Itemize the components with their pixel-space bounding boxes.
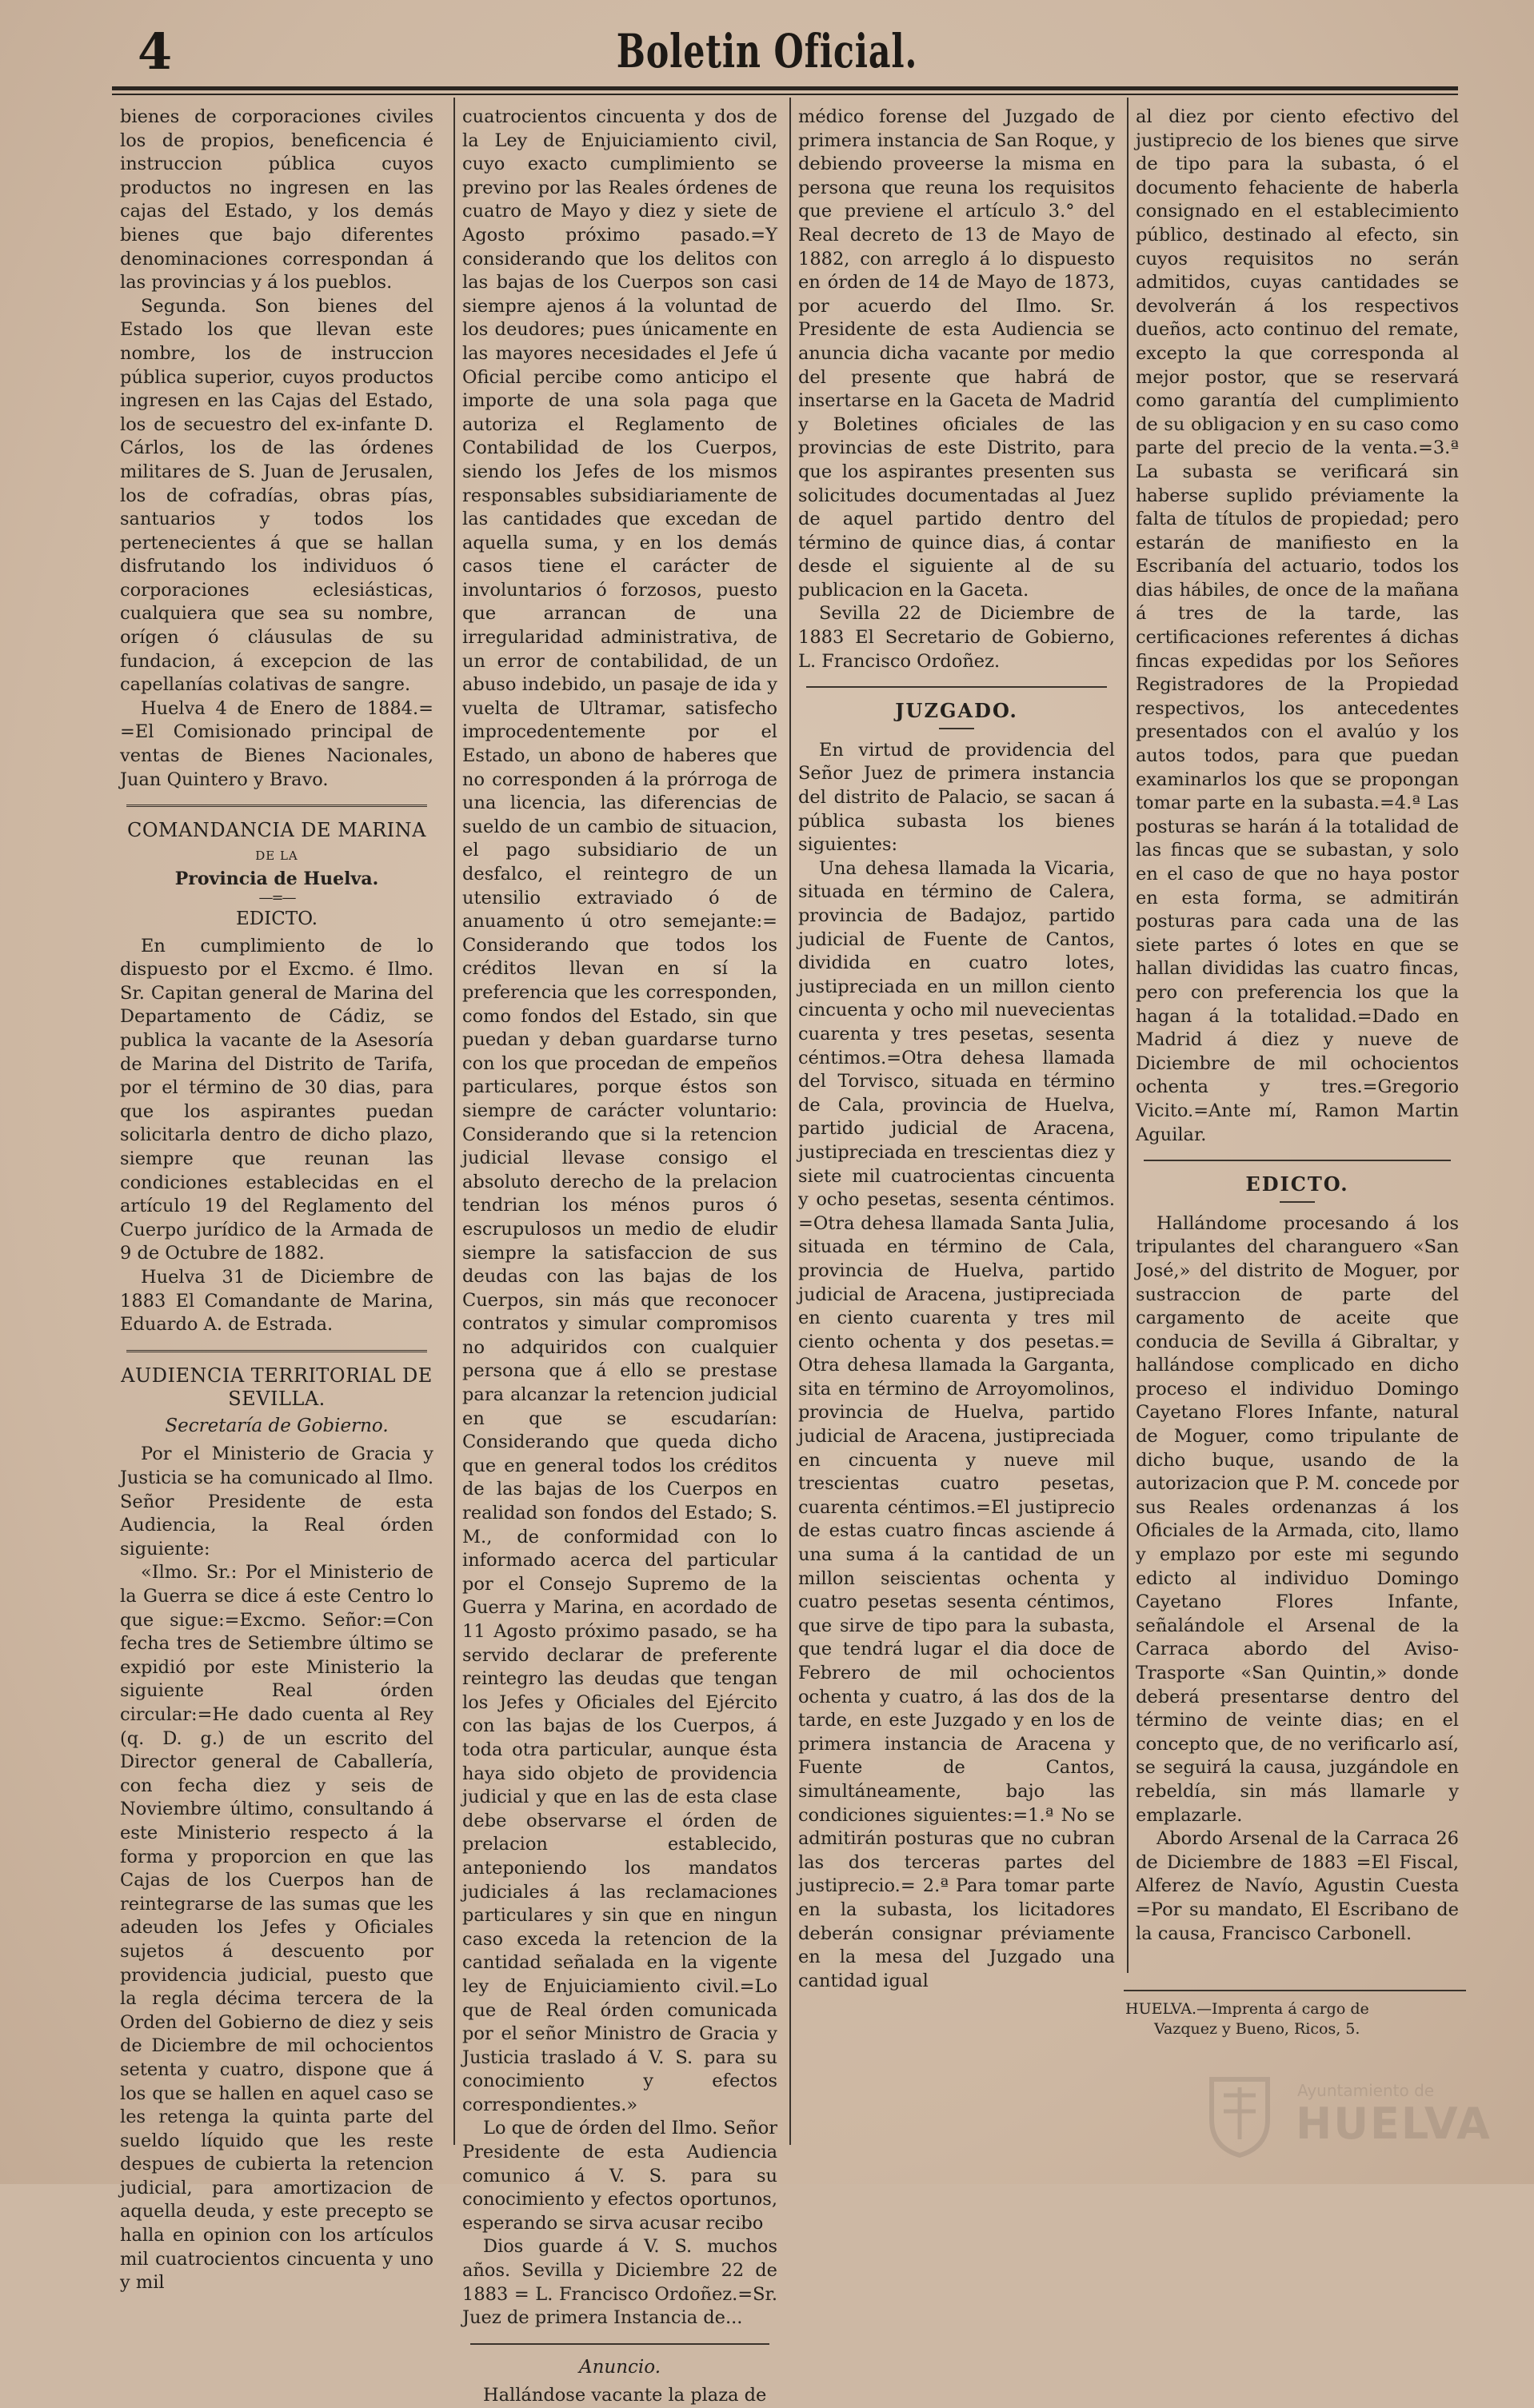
bienes-continuation: bienes de corporaciones civiles los de propios, beneficencia é instruccion pública cuyos productos no ingresen en las cajas del Estado, y los demás bienes que bajo diferentes denominaciones correspondan á las provincias y á los pueblos. (120, 106, 433, 294)
column-3 (798, 106, 1115, 2153)
anuncio-body: Hallándose vacante la plaza de (483, 2385, 767, 2406)
marina-title: COMANDANCIA DE MARINA (126, 819, 426, 842)
section-divider (1144, 1160, 1451, 1161)
section-divider (806, 686, 1107, 688)
marina-edict-signature: Huelva 31 de Diciembre de 1883 El Comandante de Marina, Eduardo A. de Estrada. (120, 1266, 433, 1336)
section-divider (126, 805, 427, 808)
ornament-rule (1280, 1201, 1315, 1203)
audiencia-closing: Lo que de órden del Ilmo. Señor Presidente de esta Audiencia comunico á V. S. para su conocimiento y efectos oportunos, esperando se sirva acusar recibo (462, 2118, 777, 2234)
anuncio-signature: Sevilla 22 de Diciembre de 1883 El Secretario de Gobierno, L. Francisco Ordoñez. (798, 603, 1115, 672)
marina-subtitle: DE LA (255, 848, 298, 863)
watermark-label: Ayuntamiento de (1297, 2081, 1435, 2100)
header-rule (112, 86, 1458, 90)
imprenta-colophon (1125, 1999, 1465, 2039)
audiencia-intro: Por el Ministerio de Gracia y Justicia se ha comunicado al Ilmo. Señor Presidente de esta Audiencia, la Real órden siguiente: (120, 1444, 433, 1559)
column-4 (1136, 106, 1459, 1993)
coat-of-arms-icon (1200, 2063, 1280, 2159)
ornament-dash: —=— (258, 889, 295, 906)
watermark-name: HUELVA (1296, 2099, 1492, 2149)
imprenta-line-1: HUELVA.—Imprenta á cargo de (1125, 2000, 1369, 2018)
real-orden-text: «Ilmo. Sr.: Por el Ministerio de la Guerra se dice á este Centro lo que sigue:=Excmo. Señor:=Con fecha tres de Setiembre último se expidió por este Ministerio la siguiente Real órden circular:=He dado cuenta al Rey (q. D. g.) de un escrito del Director general de Caballería, con fecha diez y seis de Noviembre último, consultando á este Ministerio respecto á la forma y proporcion en que las Cajas de los Cuerpos han de reintegrarse de las sumas que les adeuden los Jefes y Oficiales sujetos á descuento por providencia judicial, puesto que la regla décima tercera de la Orden del Gobierno de diez y seis de Diciembre de mil ochocientos setenta y cuatro, dispone que á los que se hallen en aquel caso se les retenga la quinta parte del sueldo líquido que les reste despues de cubierta la retencion judicial, para amortizacion de aquella deuda, y este precepto se halla en opinion con los artículos mil cuatrocientos cincuenta y uno y mil (120, 1562, 433, 2294)
edicto-label: EDICTO. (235, 908, 318, 929)
page-number: 4 (138, 22, 173, 81)
bienes-signature: Huelva 4 de Enero de 1884.= =El Comisionado principal de ventas de Bienes Nacionales, Juan Quintero y Bravo. (120, 697, 433, 790)
juzgado-title: JUZGADO. (895, 699, 1018, 723)
anuncio-label: Anuncio. (578, 2356, 661, 2378)
section-divider (470, 2343, 769, 2345)
column-divider (789, 98, 791, 2145)
header-rule-thin (112, 94, 1458, 95)
column-2 (462, 106, 777, 2406)
audiencia-signature: Dios guarde á V. S. muchos años. Sevilla y Diciembre 22 de 1883 = L. Francisco Ordoñez.=Sr. Juez de primera Instancia de... (462, 2236, 777, 2329)
column-1 (120, 106, 433, 2294)
subasta-bienes: Una dehesa llamada la Vicaria, situada en término de Calera, provincia de Badajoz, partido judicial de Fuente de Cantos, dividida en cuatro lotes, justipreciada en un millon ciento cincuenta y ocho mil nuevecientas cuarenta y tres pesetas, sesenta céntimos.=Otra dehesa llamada del Torvisco, situada en término de Cala, provincia de Huelva, partido judicial de Aracena, justipreciada en trescientas diez y siete mil cuatrocientas cincuenta y ocho pesetas, sesenta céntimos. =Otra dehesa llamada Santa Julia, situada en término de Cala, provincia de Huelva, partido judicial de Aracena, justipreciada en ciento cuarenta y tres mil ciento ochenta y dos pesetas.= Otra dehesa llamada la Garganta, sita en término de Arroyomolinos, provincia de Huelva, partido judicial de Aracena, justipreciada en cincuenta y nueve mil trescientas cuatro pesetas, cuarenta céntimos.=El justiprecio de estas cuatro fincas asciende á una suma á la cantidad de un millon seiscientas ochenta y cuatro pesetas sesenta céntimos, que sirve de tipo para la subasta, que tendrá lugar el dia doce de Febrero de mil ochocientos ochenta y cuatro, á las dos de la tarde, en este Juzgado y en los de primera instancia de Aracena y Fuente de Cantos, simultáneamente, bajo las condiciones siguientes:=1.ª No se admitirán posturas que no cubran las dos terceras partes del justiprecio.= 2.ª Para tomar parte en la subasta, los licitadores deberán consignar préviamente en la mesa del Juzgado una cantidad igual (798, 857, 1115, 1991)
marina-edict-body: En cumplimiento de lo dispuesto por el Excmo. é Ilmo. Sr. Capitan general de Marina del Departamento de Cádiz, se publica la vacante de la Asesoría de Marina del Distrito de Tarifa, por el término de 30 dias, para que los aspirantes puedan solicitarla dentro de dicho plazo, siempre que reunan las condiciones establecidas en el artículo 19 del Reglamento del Cuerpo jurídico de la Armada de 9 de Octubre de 1882. (120, 935, 433, 1264)
masthead-title: Boletin Oficial. (616, 24, 918, 78)
bienes-segunda: Segunda. Son bienes del Estado los que llevan este nombre, los de instruccion pública superior, cuyos productos ingresen en las Cajas del Estado, los de secuestro del ex-infante D. Cárlos, los de las órdenes militares de S. Juan de Jerusalen, los de cofradías, obras pías, santuarios y todos los pertenecientes á que se hallan disfrutando los individuos ó corporaciones eclesiásticas, cualquiera que sea su nombre, orígen ó cláusulas de su fundacion, á excepcion de las capellanías colativas de sangre. (120, 295, 433, 696)
ayuntamiento-watermark (1200, 2063, 1504, 2159)
edicto-signature: Abordo Arsenal de la Carraca 26 de Diciembre de 1883 =El Fiscal, Alferez de Navío, Agustin Cuesta =Por su mandato, El Escribano de la causa, Francisco Carbonell. (1136, 1828, 1459, 1944)
footer-rule (1124, 1990, 1466, 1991)
marina-province: Provincia de Huelva. (174, 869, 379, 890)
section-divider (126, 1350, 427, 1353)
edicto-body: Hallándome procesando á los tripulantes del charanguero «San José,» del distrito de Moguer, por sustraccion de parte del cargamento de aceite que conducia de Sevilla á Gibraltar, y hallándose complicado en dicho proceso el individuo Domingo Cayetano Flores Infante, natural de Moguer, como tripulante de dicho buque, usando de la autorizacion que P. M. concede por sus Reales ordenanzas á los Oficiales de la Armada, cito, llamo y emplazo por este mi segundo edicto al individuo Domingo Cayetano Flores Infante, señalándole el Arsenal de la Carraca abordo del Aviso-Trasporte «San Quintin,» donde deberá presentarse dentro del término de veinte dias; en el concepto que, de no verificarlo así, se seguirá la causa, juzgándole en rebeldía, sin más llamarle y emplazarle. (1136, 1212, 1459, 1826)
audiencia-title: AUDIENCIA TERRITORIAL DE SEVILLA. (121, 1364, 433, 1411)
edicto-title: EDICTO. (1245, 1172, 1349, 1196)
secretaria-subtitle: Secretaría de Gobierno. (165, 1415, 389, 1436)
ornament-rule (939, 728, 974, 729)
column-divider (1127, 98, 1129, 1973)
column-divider (453, 98, 455, 2145)
subasta-continuation: al diez por ciento efectivo del justiprecio de los bienes que sirve de tipo para la subasta, ó el documento fehaciente de haberla consignado en el establecimiento público, destinado al efecto, sin cuyos requisitos no serán admitidos, cuyas cantidades se devolverán á los respectivos dueños, acto continuo del remate, excepto la que corresponda al mejor postor, que se reservará como garantía del cumplimiento de su obligacion y en su caso como parte del precio de la venta.=3.ª La subasta se verificará sin haberse suplido préviamente la falta de títulos de propiedad; pero estarán de manifiesto en la Escribanía del actuario, todos los dias hábiles, de once de la mañana á tres de la tarde, las certificaciones referentes á dichas fincas expedidas por los Señores Registradores de la Propiedad respectivos, los antecedentes presentados con el avalúo y los autos todos, para que puedan examinarlos los que se propongan tomar parte en la subasta.=4.ª Las posturas se harán á la totalidad de las fincas que se subastan, y solo en el caso de que no haya postor en esta forma, se admitirán posturas para cada una de las siete partes ó lotes en que se hallan divididas las cuatro fincas, pero con preferencia los que la hagan á la totalidad.=Dado en Madrid á diez y nueve de Diciembre de mil ochocientos ochenta y tres.=Gregorio Vicito.=Ante mí, Ramon Martin Aguilar. (1136, 106, 1459, 1145)
juzgado-intro: En virtud de providencia del Señor Juez de primera instancia del distrito de Palacio, se sacan á pública subasta los bienes siguientes: (798, 739, 1115, 856)
anuncio-continuation: médico forense del Juzgado de primera instancia de San Roque, y debiendo proveerse la misma en persona que reuna los requisitos que previene el artículo 3.° del Real decreto de 13 de Mayo de 1882, con arreglo á lo dispuesto en órden de 14 de Mayo de 1873, por acuerdo del Ilmo. Sr. Presidente de esta Audiencia se anuncia dicha vacante por medio del presente que habrá de insertarse en la Gaceta de Madrid y Boletines oficiales de las provincias de este Distrito, para que los aspirantes presenten sus solicitudes documentadas al Juez de aquel partido dentro del término de quince dias, á contar desde el siguiente al de su publicacion en la Gaceta. (798, 106, 1115, 601)
real-orden-continuation: cuatrocientos cincuenta y dos de la Ley de Enjuiciamiento civil, cuyo exacto cumplimiento se previno por las Reales órdenes de cuatro de Mayo y diez y siete de Agosto próximo pasado.=Y considerando que los delitos con las bajas de los Cuerpos son casi siempre ajenos á la voluntad de los deudores; pues únicamente en las mayores necesidades el Jefe ú Oficial percibe como anticipo el importe de una sola paga que autoriza el Reglamento de Contabilidad de los Cuerpos, siendo los Jefes de los mismos responsables subsidiariamente de las cantidades que excedan de aquella suma, y en los demás casos tiene el carácter de involuntarios ó forzosos, puesto que arrancan de una irregularidad administrativa, de un error de contabilidad, de un abuso indebido, un pasaje de ida y vuelta de Ultramar, satisfecho improcedentemente por el Estado, un abono de haberes que no corresponden á la prórroga de una licencia, las diferencias de sueldo de un cambio de situacion, el pago subsidiario de un desfalco, el reintegro de un utensilio extraviado ó de anuamento ú otro semejante:= Considerando que todos los créditos llevan en sí la preferencia que les corresponden, como fondos del Estado, sin que puedan y deban guardarse turno con los que procedan de empeños particulares, porque éstos son siempre de carácter voluntario: Considerando que si la retencion judicial llevase consigo el absoluto derecho de la prelacion tendrian los ménos puros ó escrupulosos un medio de eludir siempre la satisfaccion de sus deudas con las bajas de los Cuerpos, sin más que reconocer contratos y simular compromisos no adquiridos con cualquier persona que á ello se prestase para alcanzar la retencion judicial en que se escudarían: Considerando que queda dicho que en general todos los créditos de las bajas de los Cuerpos en realidad son fondos del Estado; S. M., de conformidad con lo informado acerca del particular por el Consejo Supremo de la Guerra y Marina, en acordado de 11 Agosto próximo pasado, se ha servido declarar de preferente reintegro las deudas que tengan los Jefes y Oficiales del Ejército con las bajas de los Cuerpos, á toda otra particular, aunque ésta haya sido objeto de providencia judicial y que en las de esta clase debe observarse el órden de prelacion establecido, anteponiendo los mandatos judiciales á las reclamaciones particulares y sin que en ningun caso exceda la retencion de la cantidad señalada en la vigente ley de Enjuiciamiento civil.=Lo que de Real órden comunicada por el señor Ministro de Gracia y Justicia traslado á V. S. para su conocimiento y efectos correspondientes.» (462, 106, 777, 2115)
imprenta-line-2: Vazquez y Bueno, Ricos, 5. (1154, 2020, 1360, 2038)
